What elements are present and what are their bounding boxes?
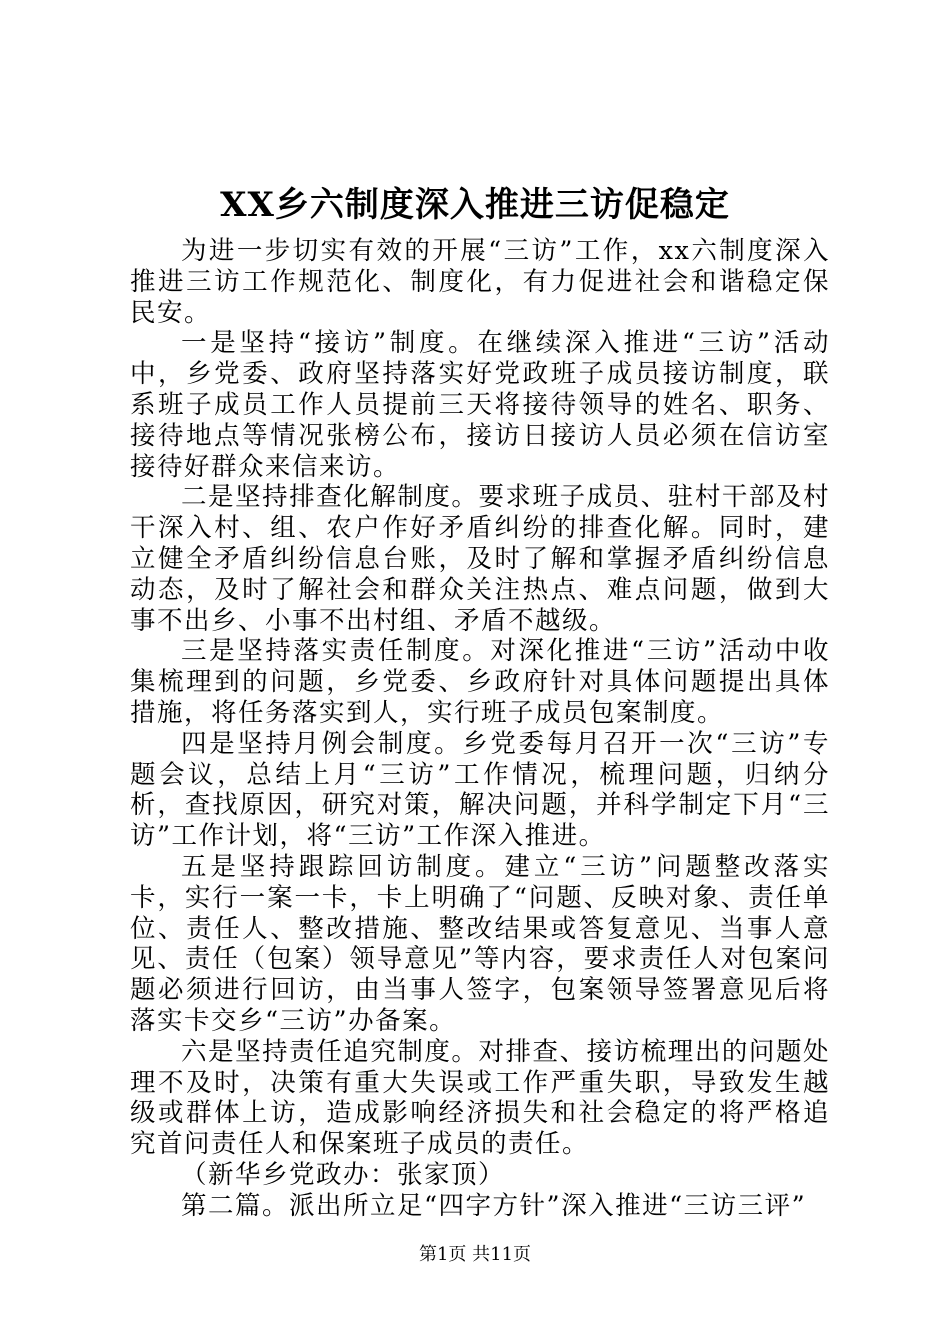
paragraph-accountability-system: 六是坚持责任追究制度。对排查、接访梳理出的问题处理不及时，决策有重大失误或工作严重失职，导致发生越级或群体上访，造成影响经济损失和社会稳定的将严格追究首问责任人和保案班子成员的责任。 bbox=[130, 1036, 830, 1160]
page-indicator: 第1页 共11页 bbox=[418, 1244, 532, 1265]
document-body bbox=[130, 236, 830, 1222]
paragraph-follow-up-system: 五是坚持跟踪回访制度。建立“三访”问题整改落实卡，实行一案一卡，卡上明确了“问题、反映对象、责任单位、责任人、整改措施、整改结果或答复意见、当事人意见、责任（包案）领导意见”等内容，要求责任人对包案问题必须进行回访，由当事人签字，包案领导签署意见后将落实卡交乡“三访”办备案。 bbox=[130, 851, 830, 1036]
paragraph-monthly-meeting-system: 四是坚持月例会制度。乡党委每月召开一次“三访”专题会议，总结上月“三访”工作情况，梳理问题，归纳分析，查找原因，研究对策，解决问题，并科学制定下月“三访”工作计划，将“三访”工作深入推进。 bbox=[130, 728, 830, 852]
paragraph-investigation-system: 二是坚持排查化解制度。要求班子成员、驻村干部及村干深入村、组、农户作好矛盾纠纷的排查化解。同时，建立健全矛盾纠纷信息台账，及时了解和掌握矛盾纠纷信息动态，及时了解社会和群众关注热点、难点问题，做到大事不出乡、小事不出村组、矛盾不越级。 bbox=[130, 482, 830, 636]
paragraph-reception-system: 一是坚持“接访”制度。在继续深入推进“三访”活动中，乡党委、政府坚持落实好党政班子成员接访制度，联系班子成员工作人员提前三天将接待领导的姓名、职务、接待地点等情况张榜公布，接访日接访人员必须在信访室接待好群众来信来访。 bbox=[130, 328, 830, 482]
document-title: XX乡六制度深入推进三访促稳定 bbox=[220, 185, 730, 225]
paragraph-intro: 为进一步切实有效的开展“三访”工作，xx六制度深入推进三访工作规范化、制度化，有力促进社会和谐稳定保民安。 bbox=[130, 236, 830, 328]
paragraph-next-article: 第二篇。派出所立足“四字方针”深入推进“三访三评” bbox=[181, 1190, 807, 1221]
paragraph-source: （新华乡党政办：张家顶） bbox=[181, 1159, 506, 1190]
paragraph-responsibility-system: 三是坚持落实责任制度。对深化推进“三访”活动中收集梳理到的问题，乡党委、乡政府针对具体问题提出具体措施，将任务落实到人，实行班子成员包案制度。 bbox=[130, 636, 830, 728]
